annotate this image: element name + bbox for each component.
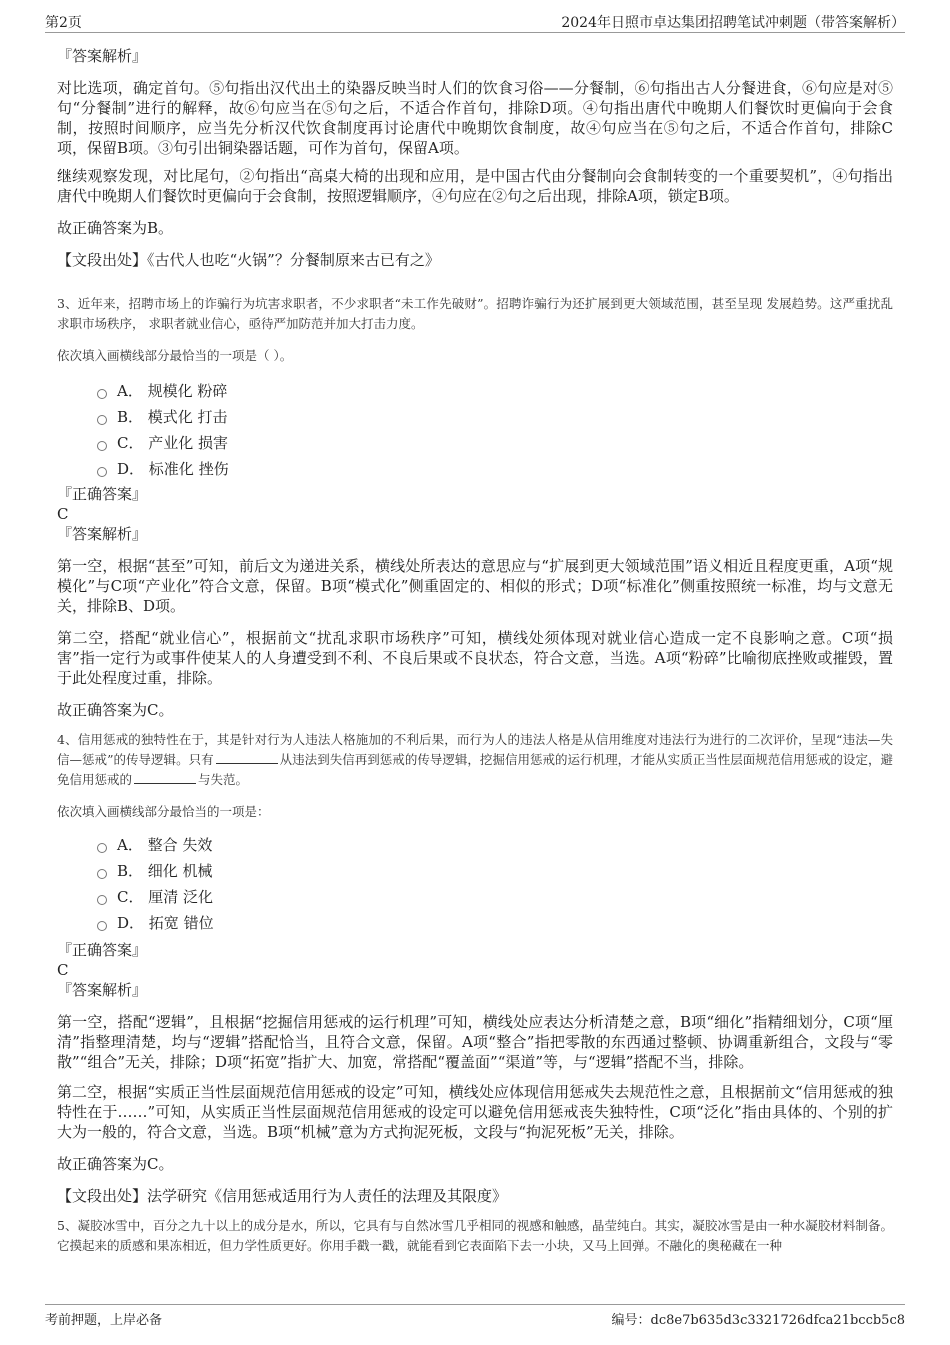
footer-slogan: 考前押题，上岸必备 <box>45 1313 163 1328</box>
answer-conclusion: 故正确答案为C。 <box>57 701 174 719</box>
document-title: 2024年日照市卓达集团招聘笔试冲刺题（带答案解析） <box>561 15 905 31</box>
radio-icon[interactable] <box>97 895 107 905</box>
option-c[interactable] <box>97 430 893 456</box>
radio-icon[interactable] <box>97 467 107 477</box>
analysis-label: 『答案解析』 <box>57 981 148 999</box>
analysis-paragraph: 第二空，搭配“就业信心”，根据前文“扰乱求职市场秩序”可知，横线处须体现对就业信心造成一定不良影响之意。C项“损害”指一定行为或事件使某人的人身遭受到不利、不良后果或不良状态，符合文意，当选。A项“粉碎”比喻彻底挫败或摧毁，置于此处程度过重，排除。 <box>57 629 893 687</box>
correct-answer-label: 『正确答案』 <box>57 941 148 959</box>
page-number: 第2页 <box>45 15 82 31</box>
option-list <box>97 378 893 482</box>
option-b[interactable] <box>97 858 893 884</box>
stem-text: 4、信用惩戒的独特性在于，其是针对行为人违法人格施加的不利后果，而行为人的违法人格是从信用维度对违法行为进行的二次评价，呈现“违法—失信—惩戒”的传导逻辑。只有 <box>57 732 893 767</box>
source-citation: 【文段出处】《古代人也吃“火锅”？分餐制原来古已有之》 <box>57 251 440 269</box>
option-label: D． 标准化 挫伤 <box>117 460 229 478</box>
question-stem: 5、凝胶冰雪中，百分之九十以上的成分是水，所以，它具有与自然冰雪几乎相同的视感和触感，晶莹纯白。其实，凝胶冰雪是由一种水凝胶材料制备。它摸起来的质感和果冻相近，但力学性质更好。你用手戳一戳，就能看到它表面陷下去一小块，又马上回弹。不融化的奥秘藏在一种 <box>57 1218 893 1253</box>
source-citation: 【文段出处】法学研究《信用惩戒适用行为人责任的法理及其限度》 <box>57 1187 508 1205</box>
correct-answer: C <box>57 961 69 979</box>
fill-blank <box>216 751 278 764</box>
analysis-paragraph: 第一空，搭配“逻辑”，且根据“挖掘信用惩戒的运行机理”可知，横线处应表达分析清楚之意，B项“细化”指精细划分，C项“厘清”指整理清楚，均与“逻辑”搭配恰当，且符合文意，保留。A项“整合”指把零散的东西通过整顿、协调重新组合，文段与“零散”“组合”无关，排除；D项“拓宽”指扩大、加宽，常搭配“覆盖面”“渠道”等，与“逻辑”搭配不当，排除。 <box>57 1013 893 1071</box>
page-footer <box>45 1304 905 1329</box>
question-stem <box>57 730 893 790</box>
answer-conclusion: 故正确答案为C。 <box>57 1155 174 1173</box>
option-label: A． 规模化 粉碎 <box>117 382 228 400</box>
option-label: B． 模式化 打击 <box>117 408 228 426</box>
option-b[interactable] <box>97 404 893 430</box>
option-label: D． 拓宽 错位 <box>117 914 214 932</box>
option-a[interactable] <box>97 378 893 404</box>
analysis-paragraph: 对比选项，确定首句。⑤句指出汉代出土的染器反映当时人们的饮食习俗——分餐制，⑥句指出古人分餐进食，⑥句应是对⑤句“分餐制”进行的解释，故⑥句应当在⑤句之后，不适合作首句，排除D项。④句指出唐代中晚期人们餐饮时更偏向于会食制，按照时间顺序，应当先分析汉代饮食制度再讨论唐代中晚期饮食制度，故④句应当在⑤句之后，不适合作首句，排除C项，保留B项。③句引出铜染器话题，可作为首句，保留A项。 <box>57 79 893 157</box>
document-id: 编号：dc8e7b635d3c3321726dfca21bccb5c8 <box>611 1313 905 1328</box>
analysis-label: 『答案解析』 <box>57 47 148 65</box>
analysis-label: 『答案解析』 <box>57 525 148 543</box>
option-d[interactable] <box>97 910 893 936</box>
option-d[interactable] <box>97 456 893 482</box>
question-prompt: 依次填入画横线部分最恰当的一项是： <box>57 804 270 819</box>
stem-text: 与失范。 <box>198 772 249 787</box>
radio-icon[interactable] <box>97 441 107 451</box>
option-c[interactable] <box>97 884 893 910</box>
correct-answer-label: 『正确答案』 <box>57 485 148 503</box>
page-content <box>57 46 893 1256</box>
option-list <box>97 832 893 936</box>
option-label: A． 整合 失效 <box>117 836 213 854</box>
radio-icon[interactable] <box>97 869 107 879</box>
analysis-paragraph: 第一空，根据“甚至”可知，前后文为递进关系，横线处所表达的意思应与“扩展到更大领域范围”语义相近且程度更重，A项“规模化”与C项“产业化”符合文意，保留。B项“模式化”侧重固定的、相似的形式；D项“标准化”侧重按照统一标准，均与文意无关，排除B、D项。 <box>57 557 893 615</box>
analysis-paragraph: 继续观察发现，对比尾句，②句指出“高桌大椅的出现和应用，是中国古代由分餐制向会食制转变的一个重要契机”，④句指出唐代中晚期人们餐饮时更偏向于会食制，按照逻辑顺序，④句应在②句之后出现，排除A项，锁定B项。 <box>57 167 893 205</box>
stem-text: 从违法到失信再到惩戒的传导逻辑，挖掘信用惩戒的运行机理，才能从实质正当性层面规范信用惩戒的设定，避免信用惩戒的 <box>57 752 893 787</box>
radio-icon[interactable] <box>97 415 107 425</box>
analysis-paragraph: 第二空，根据“实质正当性层面规范信用惩戒的设定”可知，横线处应体现信用惩戒失去规范性之意，且根据前文“信用惩戒的独特性在于……”可知，从实质正当性层面规范信用惩戒的设定可以避免信用惩戒丧失独特性，C项“泛化”指由具体的、个别的扩大为一般的，符合文意，当选。B项“机械”意为方式拘泥死板，文段与“拘泥死板”无关，排除。 <box>57 1083 893 1141</box>
page-header <box>45 12 905 33</box>
radio-icon[interactable] <box>97 921 107 931</box>
option-a[interactable] <box>97 832 893 858</box>
question-stem: 3、近年来，招聘市场上的诈骗行为坑害求职者，不少求职者“未工作先破财”。招聘诈骗行为还扩展到更大领域范围，甚至呈现 发展趋势。这严重扰乱求职市场秩序， 求职者就业信心，亟待严加防范并加大打击力度。 <box>57 296 893 331</box>
radio-icon[interactable] <box>97 389 107 399</box>
radio-icon[interactable] <box>97 843 107 853</box>
answer-conclusion: 故正确答案为B。 <box>57 219 174 237</box>
question-prompt: 依次填入画横线部分最恰当的一项是（ ）。 <box>57 348 293 363</box>
option-label: B． 细化 机械 <box>117 862 213 880</box>
option-label: C． 厘清 泛化 <box>117 888 214 906</box>
correct-answer: C <box>57 505 69 523</box>
fill-blank <box>134 771 196 784</box>
option-label: C． 产业化 损害 <box>117 434 229 452</box>
